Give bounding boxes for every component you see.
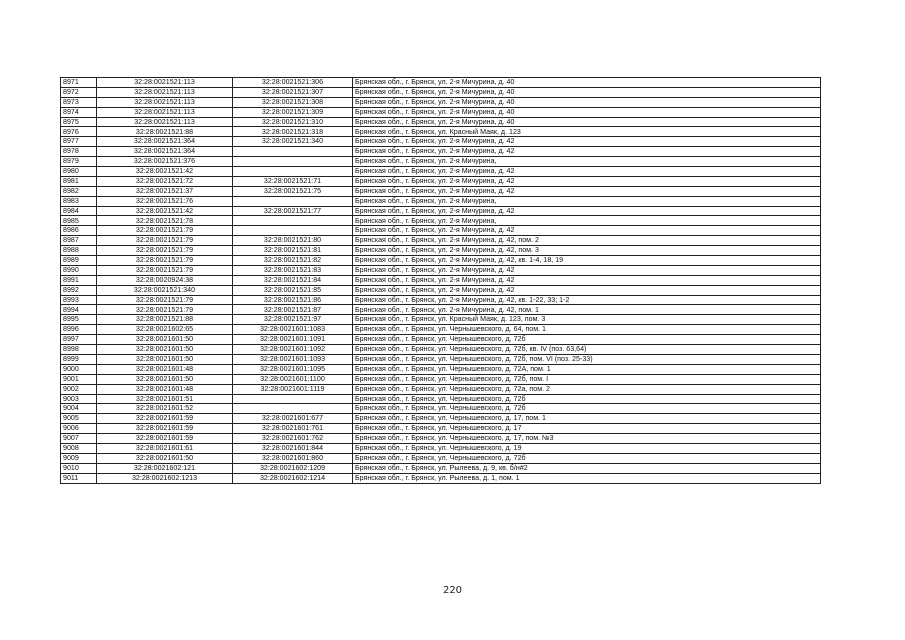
address-cell: Брянская обл., г. Брянск, ул. 2-я Мичурина, д. 42, кв. 1-22, 33; 1-2 <box>353 295 821 305</box>
parcel-cadastral-number-cell: 32:28:0021602:121 <box>97 463 233 473</box>
parcel-cadastral-number-cell: 32:28:0021521:113 <box>97 78 233 88</box>
row-number-cell: 9010 <box>61 463 97 473</box>
row-number-cell: 8971 <box>61 78 97 88</box>
address-cell: Брянская обл., г. Брянск, ул. Рылеева, д. 9, кв. б/н#2 <box>353 463 821 473</box>
parcel-cadastral-number-cell: 32:28:0021521:113 <box>97 87 233 97</box>
object-cadastral-number-cell: 32:28:0021601:1095 <box>233 364 353 374</box>
parcel-cadastral-number-cell: 32:28:0021521:113 <box>97 97 233 107</box>
parcel-cadastral-number-cell: 32:28:0021521:72 <box>97 176 233 186</box>
table-row <box>61 305 821 315</box>
parcel-cadastral-number-cell: 32:28:0021601:48 <box>97 364 233 374</box>
parcel-cadastral-number-cell: 32:28:0021601:59 <box>97 414 233 424</box>
row-number-cell: 8995 <box>61 315 97 325</box>
address-cell: Брянская обл., г. Брянск, ул. Чернышевского, д. 72б <box>353 335 821 345</box>
row-number-cell: 8987 <box>61 236 97 246</box>
object-cadastral-number-cell <box>233 394 353 404</box>
address-cell: Брянская обл., г. Брянск, ул. 2-я Мичурина, д. 40 <box>353 117 821 127</box>
row-number-cell: 8989 <box>61 256 97 266</box>
parcel-cadastral-number-cell: 32:28:0020924:38 <box>97 275 233 285</box>
object-cadastral-number-cell: 32:28:0021601:762 <box>233 434 353 444</box>
parcel-cadastral-number-cell: 32:28:0021601:50 <box>97 374 233 384</box>
address-cell: Брянская обл., г. Брянск, ул. Чернышевского, д. 72б <box>353 404 821 414</box>
address-cell: Брянская обл., г. Брянск, ул. 2-я Мичурина, д. 40 <box>353 78 821 88</box>
table-row <box>61 226 821 236</box>
object-cadastral-number-cell: 32:28:0021521:87 <box>233 305 353 315</box>
parcel-cadastral-number-cell: 32:28:0021601:59 <box>97 434 233 444</box>
object-cadastral-number-cell: 32:28:0021601:1119 <box>233 384 353 394</box>
parcel-cadastral-number-cell: 32:28:0021521:79 <box>97 226 233 236</box>
object-cadastral-number-cell <box>233 157 353 167</box>
parcel-cadastral-number-cell: 32:28:0021601:50 <box>97 453 233 463</box>
table-row <box>61 345 821 355</box>
table-row <box>61 394 821 404</box>
parcel-cadastral-number-cell: 32:28:0021601:59 <box>97 424 233 434</box>
object-cadastral-number-cell <box>233 226 353 236</box>
table-row <box>61 97 821 107</box>
object-cadastral-number-cell: 32:28:0021521:83 <box>233 265 353 275</box>
object-cadastral-number-cell: 32:28:0021601:844 <box>233 443 353 453</box>
parcel-cadastral-number-cell: 32:28:0021521:340 <box>97 285 233 295</box>
row-number-cell: 8978 <box>61 147 97 157</box>
object-cadastral-number-cell: 32:28:0021601:1083 <box>233 325 353 335</box>
parcel-cadastral-number-cell: 32:28:0021521:113 <box>97 117 233 127</box>
parcel-cadastral-number-cell: 32:28:0021521:42 <box>97 206 233 216</box>
row-number-cell: 9006 <box>61 424 97 434</box>
object-cadastral-number-cell: 32:28:0021521:85 <box>233 285 353 295</box>
table-row <box>61 384 821 394</box>
table-body <box>61 78 821 484</box>
address-cell: Брянская обл., г. Брянск, ул. 2-я Мичурина, д. 42 <box>353 186 821 196</box>
object-cadastral-number-cell <box>233 196 353 206</box>
table-row <box>61 147 821 157</box>
table-row <box>61 364 821 374</box>
table-row <box>61 374 821 384</box>
parcel-cadastral-number-cell: 32:28:0021601:52 <box>97 404 233 414</box>
object-cadastral-number-cell: 32:28:0021521:81 <box>233 246 353 256</box>
address-cell: Брянская обл., г. Брянск, ул. 2-я Мичурина, д. 42 <box>353 275 821 285</box>
parcel-cadastral-number-cell: 32:28:0021521:78 <box>97 216 233 226</box>
row-number-cell: 8976 <box>61 127 97 137</box>
row-number-cell: 8990 <box>61 265 97 275</box>
object-cadastral-number-cell: 32:28:0021521:318 <box>233 127 353 137</box>
address-cell: Брянская обл., г. Брянск, ул. Чернышевского, д. 72а, пом. 2 <box>353 384 821 394</box>
address-cell: Брянская обл., г. Брянск, ул. 2-я Мичурина, <box>353 157 821 167</box>
table-row <box>61 453 821 463</box>
address-cell: Брянская обл., г. Брянск, ул. Чернышевского, д. 72б <box>353 394 821 404</box>
address-cell: Брянская обл., г. Брянск, ул. Красный Маяк, д. 123 <box>353 127 821 137</box>
parcel-cadastral-number-cell: 32:28:0021521:79 <box>97 236 233 246</box>
table-row <box>61 295 821 305</box>
row-number-cell: 8988 <box>61 246 97 256</box>
parcel-cadastral-number-cell: 32:28:0021521:376 <box>97 157 233 167</box>
address-cell: Брянская обл., г. Брянск, ул. 2-я Мичурина, д. 40 <box>353 97 821 107</box>
parcel-cadastral-number-cell: 32:28:0021602:1213 <box>97 473 233 483</box>
table-row <box>61 404 821 414</box>
parcel-cadastral-number-cell: 32:28:0021601:50 <box>97 335 233 345</box>
address-cell: Брянская обл., г. Брянск, ул. 2-я Мичурина, д. 42 <box>353 285 821 295</box>
address-cell: Брянская обл., г. Брянск, ул. Чернышевского, д. 72б, пом. I <box>353 374 821 384</box>
address-cell: Брянская обл., г. Брянск, ул. 2-я Мичурина, д. 40 <box>353 87 821 97</box>
object-cadastral-number-cell <box>233 216 353 226</box>
address-cell: Брянская обл., г. Брянск, ул. 2-я Мичурина, д. 42 <box>353 147 821 157</box>
table-row <box>61 434 821 444</box>
table-row <box>61 335 821 345</box>
address-cell: Брянская обл., г. Брянск, ул. 2-я Мичурина, д. 42, кв. 1-4, 18, 19 <box>353 256 821 266</box>
address-cell: Брянская обл., г. Брянск, ул. Чернышевского, д. 72А, пом. 1 <box>353 364 821 374</box>
object-cadastral-number-cell: 32:28:0021521:309 <box>233 107 353 117</box>
row-number-cell: 8980 <box>61 167 97 177</box>
table-row <box>61 236 821 246</box>
row-number-cell: 8998 <box>61 345 97 355</box>
row-number-cell: 9007 <box>61 434 97 444</box>
row-number-cell: 8984 <box>61 206 97 216</box>
object-cadastral-number-cell: 32:28:0021521:77 <box>233 206 353 216</box>
row-number-cell: 9003 <box>61 394 97 404</box>
row-number-cell: 8974 <box>61 107 97 117</box>
object-cadastral-number-cell: 32:28:0021601:1093 <box>233 354 353 364</box>
address-cell: Брянская обл., г. Брянск, ул. Чернышевского, д. 72б <box>353 453 821 463</box>
object-cadastral-number-cell <box>233 167 353 177</box>
parcel-cadastral-number-cell: 32:28:0021602:65 <box>97 325 233 335</box>
address-cell: Брянская обл., г. Брянск, ул. Чернышевского, д. 64, пом. 1 <box>353 325 821 335</box>
table-row <box>61 414 821 424</box>
parcel-cadastral-number-cell: 32:28:0021521:79 <box>97 295 233 305</box>
parcel-cadastral-number-cell: 32:28:0021521:79 <box>97 265 233 275</box>
table-row <box>61 107 821 117</box>
row-number-cell: 9000 <box>61 364 97 374</box>
parcel-cadastral-number-cell: 32:28:0021601:50 <box>97 354 233 364</box>
object-cadastral-number-cell <box>233 147 353 157</box>
object-cadastral-number-cell: 32:28:0021521:82 <box>233 256 353 266</box>
row-number-cell: 9011 <box>61 473 97 483</box>
row-number-cell: 8977 <box>61 137 97 147</box>
object-cadastral-number-cell: 32:28:0021601:677 <box>233 414 353 424</box>
table-row <box>61 87 821 97</box>
address-cell: Брянская обл., г. Брянск, ул. Чернышевского, д. 17, пом. 1 <box>353 414 821 424</box>
parcel-cadastral-number-cell: 32:28:0021521:79 <box>97 256 233 266</box>
parcel-cadastral-number-cell: 32:28:0021521:113 <box>97 107 233 117</box>
row-number-cell: 8994 <box>61 305 97 315</box>
table-row <box>61 167 821 177</box>
table-row <box>61 424 821 434</box>
object-cadastral-number-cell: 32:28:0021521:75 <box>233 186 353 196</box>
object-cadastral-number-cell: 32:28:0021601:860 <box>233 453 353 463</box>
row-number-cell: 8985 <box>61 216 97 226</box>
object-cadastral-number-cell: 32:28:0021601:1092 <box>233 345 353 355</box>
parcel-cadastral-number-cell: 32:28:0021601:48 <box>97 384 233 394</box>
object-cadastral-number-cell <box>233 404 353 414</box>
row-number-cell: 8991 <box>61 275 97 285</box>
object-cadastral-number-cell: 32:28:0021521:80 <box>233 236 353 246</box>
parcel-cadastral-number-cell: 32:28:0021521:42 <box>97 167 233 177</box>
row-number-cell: 8973 <box>61 97 97 107</box>
table-row <box>61 354 821 364</box>
row-number-cell: 8979 <box>61 157 97 167</box>
table-row <box>61 137 821 147</box>
address-cell: Брянская обл., г. Брянск, ул. 2-я Мичурина, д. 42 <box>353 206 821 216</box>
table-row <box>61 256 821 266</box>
table-row <box>61 117 821 127</box>
address-cell: Брянская обл., г. Брянск, ул. 2-я Мичурина, д. 42, пом. 2 <box>353 236 821 246</box>
parcel-cadastral-number-cell: 32:28:0021601:50 <box>97 345 233 355</box>
row-number-cell: 8996 <box>61 325 97 335</box>
object-cadastral-number-cell: 32:28:0021602:1214 <box>233 473 353 483</box>
table-row <box>61 196 821 206</box>
parcel-cadastral-number-cell: 32:28:0021521:88 <box>97 315 233 325</box>
object-cadastral-number-cell: 32:28:0021521:306 <box>233 78 353 88</box>
parcel-cadastral-number-cell: 32:28:0021521:79 <box>97 305 233 315</box>
address-cell: Брянская обл., г. Брянск, ул. 2-я Мичурина, д. 42 <box>353 265 821 275</box>
table-row <box>61 78 821 88</box>
table-row <box>61 315 821 325</box>
row-number-cell: 9009 <box>61 453 97 463</box>
address-cell: Брянская обл., г. Брянск, ул. 2-я Мичурина, д. 40 <box>353 107 821 117</box>
row-number-cell: 8993 <box>61 295 97 305</box>
row-number-cell: 9002 <box>61 384 97 394</box>
object-cadastral-number-cell: 32:28:0021601:1100 <box>233 374 353 384</box>
row-number-cell: 9008 <box>61 443 97 453</box>
address-cell: Брянская обл., г. Брянск, ул. 2-я Мичурина, <box>353 216 821 226</box>
address-cell: Брянская обл., г. Брянск, ул. 2-я Мичурина, д. 42 <box>353 137 821 147</box>
row-number-cell: 8975 <box>61 117 97 127</box>
address-cell: Брянская обл., г. Брянск, ул. 2-я Мичурина, д. 42 <box>353 176 821 186</box>
row-number-cell: 9005 <box>61 414 97 424</box>
address-cell: Брянская обл., г. Брянск, ул. Красный Маяк, д. 123, пом. 3 <box>353 315 821 325</box>
page-number: 220 <box>442 585 463 596</box>
table-row <box>61 157 821 167</box>
address-cell: Брянская обл., г. Брянск, ул. Чернышевского, д. 72б, кв. IV (поз. 63,64) <box>353 345 821 355</box>
row-number-cell: 8997 <box>61 335 97 345</box>
table-row <box>61 127 821 137</box>
address-cell: Брянская обл., г. Брянск, ул. 2-я Мичурина, д. 42, пом. 1 <box>353 305 821 315</box>
object-cadastral-number-cell: 32:28:0021521:71 <box>233 176 353 186</box>
object-cadastral-number-cell: 32:28:0021521:340 <box>233 137 353 147</box>
row-number-cell: 9004 <box>61 404 97 414</box>
table-row <box>61 176 821 186</box>
address-cell: Брянская обл., г. Брянск, ул. Рылеева, д. 1, пом. 1 <box>353 473 821 483</box>
parcel-cadastral-number-cell: 32:28:0021521:76 <box>97 196 233 206</box>
address-cell: Брянская обл., г. Брянск, ул. Чернышевского, д. 72б, пом. VI (поз. 25-33) <box>353 354 821 364</box>
object-cadastral-number-cell: 32:28:0021521:86 <box>233 295 353 305</box>
table-row <box>61 285 821 295</box>
object-cadastral-number-cell: 32:28:0021521:84 <box>233 275 353 285</box>
row-number-cell: 8981 <box>61 176 97 186</box>
address-cell: Брянская обл., г. Брянск, ул. Чернышевского, д. 19 <box>353 443 821 453</box>
parcel-cadastral-number-cell: 32:28:0021521:79 <box>97 246 233 256</box>
row-number-cell: 8972 <box>61 87 97 97</box>
row-number-cell: 8983 <box>61 196 97 206</box>
table-row <box>61 443 821 453</box>
row-number-cell: 8992 <box>61 285 97 295</box>
object-cadastral-number-cell: 32:28:0021521:310 <box>233 117 353 127</box>
object-cadastral-number-cell: 32:28:0021601:761 <box>233 424 353 434</box>
parcel-cadastral-number-cell: 32:28:0021601:51 <box>97 394 233 404</box>
object-cadastral-number-cell: 32:28:0021601:1091 <box>233 335 353 345</box>
row-number-cell: 8999 <box>61 354 97 364</box>
table-row <box>61 206 821 216</box>
address-cell: Брянская обл., г. Брянск, ул. Чернышевского, д. 17 <box>353 424 821 434</box>
parcel-cadastral-number-cell: 32:28:0021521:88 <box>97 127 233 137</box>
object-cadastral-number-cell: 32:28:0021602:1209 <box>233 463 353 473</box>
table-row <box>61 463 821 473</box>
table-row <box>61 325 821 335</box>
parcel-cadastral-number-cell: 32:28:0021521:37 <box>97 186 233 196</box>
table-row <box>61 473 821 483</box>
object-cadastral-number-cell: 32:28:0021521:97 <box>233 315 353 325</box>
address-cell: Брянская обл., г. Брянск, ул. 2-я Мичурина, д. 42 <box>353 167 821 177</box>
object-cadastral-number-cell: 32:28:0021521:307 <box>233 87 353 97</box>
address-cell: Брянская обл., г. Брянск, ул. 2-я Мичурина, <box>353 196 821 206</box>
table-row <box>61 265 821 275</box>
address-cell: Брянская обл., г. Брянск, ул. 2-я Мичурина, д. 42, пом. 3 <box>353 246 821 256</box>
row-number-cell: 9001 <box>61 374 97 384</box>
parcel-cadastral-number-cell: 32:28:0021521:364 <box>97 147 233 157</box>
object-cadastral-number-cell: 32:28:0021521:308 <box>233 97 353 107</box>
parcel-cadastral-number-cell: 32:28:0021521:364 <box>97 137 233 147</box>
table-row <box>61 275 821 285</box>
address-cell: Брянская обл., г. Брянск, ул. Чернышевского, д. 17, пом. №3 <box>353 434 821 444</box>
table-row <box>61 216 821 226</box>
parcel-cadastral-number-cell: 32:28:0021601:61 <box>97 443 233 453</box>
address-cell: Брянская обл., г. Брянск, ул. 2-я Мичурина, д. 42 <box>353 226 821 236</box>
property-registry-table <box>60 77 821 484</box>
table-row <box>61 246 821 256</box>
table-row <box>61 186 821 196</box>
row-number-cell: 8986 <box>61 226 97 236</box>
row-number-cell: 8982 <box>61 186 97 196</box>
